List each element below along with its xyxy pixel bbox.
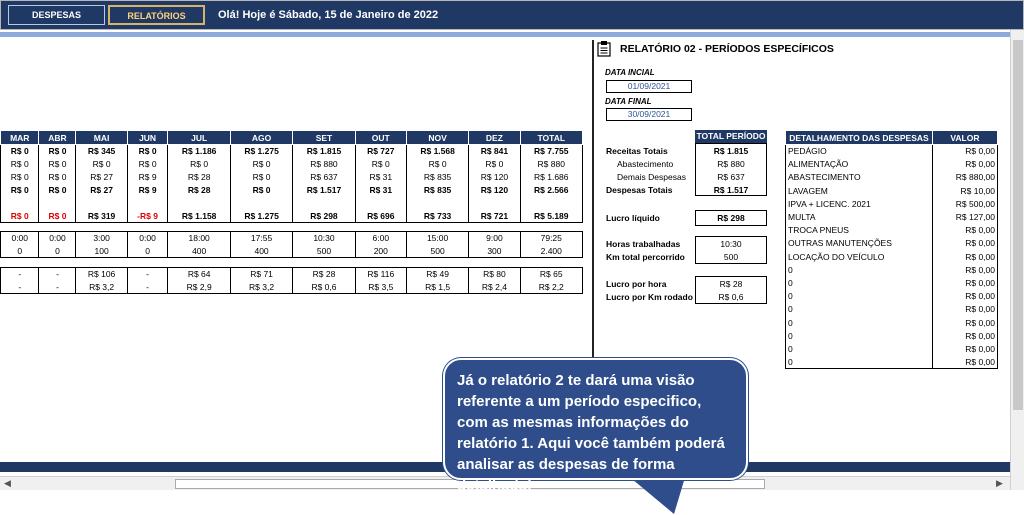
detail-value: R$ 0,00 xyxy=(932,329,997,342)
table-row xyxy=(1,232,583,245)
lucro-label: Lucro líquido xyxy=(606,213,660,223)
table-row xyxy=(1,158,583,171)
month-header: ABR xyxy=(39,131,76,145)
detail-header-name: DETALHAMENTO DAS DESPESAS xyxy=(786,131,933,145)
month-header: AGO xyxy=(230,131,292,145)
table-cell xyxy=(406,197,468,210)
detail-row xyxy=(786,276,998,289)
detail-row xyxy=(786,329,998,342)
table-cell: R$ 31 xyxy=(355,184,406,197)
table-row xyxy=(1,281,583,294)
detail-value: R$ 127,00 xyxy=(932,210,997,223)
demais-value: R$ 637 xyxy=(717,172,745,182)
table-cell: 100 xyxy=(76,245,127,258)
table-cell: 500 xyxy=(293,245,355,258)
despesas-label: Despesas Totais xyxy=(606,185,673,195)
table-cell: - xyxy=(127,268,168,281)
spacer-row xyxy=(1,223,583,232)
table-cell: - xyxy=(1,268,39,281)
detail-value: R$ 0,00 xyxy=(932,250,997,263)
vertical-scrollbar[interactable] xyxy=(1010,30,1024,490)
table-cell: R$ 1.568 xyxy=(406,145,468,158)
table-cell: 3:00 xyxy=(76,232,127,245)
table-cell: R$ 0 xyxy=(1,145,39,158)
greeting-text: Olá! Hoje é Sábado, 15 de Janeiro de 2022 xyxy=(218,9,439,21)
lph-label: Lucro por hora xyxy=(606,279,667,289)
detail-name: LAVAGEM xyxy=(786,184,933,197)
table-cell: R$ 9 xyxy=(127,184,168,197)
table-cell xyxy=(293,197,355,210)
expense-detail-table xyxy=(785,130,998,369)
table-cell xyxy=(39,197,76,210)
detail-name: PEDÁGIO xyxy=(786,145,933,158)
table-cell: R$ 0 xyxy=(127,145,168,158)
table-cell: 0 xyxy=(39,245,76,258)
table-row xyxy=(1,197,583,210)
table-cell: R$ 7.755 xyxy=(520,145,582,158)
table-cell: R$ 0 xyxy=(39,171,76,184)
table-cell: R$ 116 xyxy=(355,268,406,281)
table-cell: R$ 696 xyxy=(355,210,406,223)
table-cell: R$ 1.686 xyxy=(520,171,582,184)
detail-value: R$ 10,00 xyxy=(932,184,997,197)
table-cell: -R$ 9 xyxy=(127,210,168,223)
demais-label: Demais Despesas xyxy=(617,172,686,182)
table-cell: 0 xyxy=(127,245,168,258)
table-cell: R$ 120 xyxy=(469,171,520,184)
horas-value: 10:30 xyxy=(720,239,742,249)
detail-name: 0 xyxy=(786,342,933,355)
table-cell: R$ 835 xyxy=(406,184,468,197)
table-cell: R$ 1.517 xyxy=(293,184,355,197)
report-title: RELATÓRIO 02 - PERÍODOS ESPECÍFICOS xyxy=(620,43,834,55)
callout-bubble: Já o relatório 2 te dará uma visão referente a um período especifico, com as mesmas informações do relatório 1. Aqui você também poderá analisar as despesas de forma detalhada! xyxy=(443,358,748,480)
lucro-value: R$ 298 xyxy=(717,213,745,223)
detail-name: 0 xyxy=(786,263,933,276)
month-header: DEZ xyxy=(469,131,520,145)
detail-name: ALIMENTAÇÃO xyxy=(786,158,933,171)
table-cell: R$ 1,5 xyxy=(406,281,468,294)
table-cell: 0:00 xyxy=(39,232,76,245)
table-cell xyxy=(520,197,582,210)
detail-name: MULTA xyxy=(786,210,933,223)
table-cell: R$ 1.158 xyxy=(168,210,230,223)
top-bar xyxy=(0,0,1024,30)
abast-value: R$ 880 xyxy=(717,159,745,169)
table-cell xyxy=(1,197,39,210)
table-cell: R$ 2,9 xyxy=(168,281,230,294)
detail-value: R$ 0,00 xyxy=(932,356,997,369)
monthly-table xyxy=(0,130,583,294)
table-cell: R$ 2,2 xyxy=(520,281,582,294)
detail-name: 0 xyxy=(786,356,933,369)
date-end-input[interactable]: 30/09/2021 xyxy=(606,108,692,121)
detail-value: R$ 0,00 xyxy=(932,145,997,158)
table-cell: R$ 841 xyxy=(469,145,520,158)
detail-row xyxy=(786,237,998,250)
table-cell: R$ 880 xyxy=(520,158,582,171)
table-cell: R$ 80 xyxy=(469,268,520,281)
table-cell: R$ 27 xyxy=(76,171,127,184)
detail-name: 0 xyxy=(786,316,933,329)
table-cell: 0:00 xyxy=(127,232,168,245)
lpk-label: Lucro por Km rodado xyxy=(606,292,693,302)
detail-name: LOCAÇÃO DO VEÍCULO xyxy=(786,250,933,263)
horas-label: Horas trabalhadas xyxy=(606,239,681,249)
detail-value: R$ 0,00 xyxy=(932,303,997,316)
table-cell: R$ 0 xyxy=(406,158,468,171)
month-header: NOV xyxy=(406,131,468,145)
table-cell: R$ 319 xyxy=(76,210,127,223)
table-cell: R$ 0 xyxy=(127,158,168,171)
table-cell: R$ 0,6 xyxy=(293,281,355,294)
table-cell: R$ 71 xyxy=(230,268,292,281)
table-cell: R$ 0 xyxy=(469,158,520,171)
table-cell: R$ 727 xyxy=(355,145,406,158)
spacer-row xyxy=(1,258,583,268)
table-cell: 9:00 xyxy=(469,232,520,245)
table-cell: R$ 0 xyxy=(230,158,292,171)
table-cell: R$ 3,2 xyxy=(76,281,127,294)
table-cell: R$ 835 xyxy=(406,171,468,184)
detail-value: R$ 500,00 xyxy=(932,197,997,210)
date-start-input[interactable]: 01/09/2021 xyxy=(606,80,692,93)
month-header: JUN xyxy=(127,131,168,145)
lph-value: R$ 28 xyxy=(719,279,743,289)
table-cell: 15:00 xyxy=(406,232,468,245)
table-cell: R$ 1.186 xyxy=(168,145,230,158)
detail-row xyxy=(786,197,998,210)
table-cell: 400 xyxy=(230,245,292,258)
detail-value: R$ 0,00 xyxy=(932,342,997,355)
table-row xyxy=(1,210,583,223)
table-cell: 500 xyxy=(406,245,468,258)
table-cell: 17:55 xyxy=(230,232,292,245)
table-cell: R$ 3,5 xyxy=(355,281,406,294)
despesas-value: R$ 1.517 xyxy=(713,185,749,195)
table-cell: R$ 120 xyxy=(469,184,520,197)
month-header: MAI xyxy=(76,131,127,145)
table-cell: R$ 0 xyxy=(1,171,39,184)
detail-row xyxy=(786,158,998,171)
km-value: 500 xyxy=(723,252,739,262)
table-cell: R$ 27 xyxy=(76,184,127,197)
table-cell: 400 xyxy=(168,245,230,258)
table-cell: R$ 9 xyxy=(127,171,168,184)
table-cell: R$ 637 xyxy=(293,171,355,184)
detail-name: OUTRAS MANUTENÇÕES xyxy=(786,237,933,250)
detail-name: 0 xyxy=(786,276,933,289)
detail-value: R$ 0,00 xyxy=(932,224,997,237)
table-cell: R$ 0 xyxy=(230,171,292,184)
table-cell: 6:00 xyxy=(355,232,406,245)
table-cell: 18:00 xyxy=(168,232,230,245)
vertical-scroll-thumb[interactable] xyxy=(1013,40,1023,410)
table-row xyxy=(1,184,583,197)
table-row xyxy=(1,245,583,258)
table-cell: - xyxy=(1,281,39,294)
table-cell: 200 xyxy=(355,245,406,258)
table-cell xyxy=(127,197,168,210)
table-cell: - xyxy=(39,281,76,294)
detail-row xyxy=(786,145,998,158)
table-cell: R$ 0 xyxy=(76,158,127,171)
table-cell: 0:00 xyxy=(1,232,39,245)
table-row xyxy=(1,268,583,281)
table-cell: R$ 0 xyxy=(1,210,39,223)
scroll-left-icon[interactable]: ◀ xyxy=(4,478,11,488)
table-cell: R$ 1.815 xyxy=(293,145,355,158)
detail-row xyxy=(786,263,998,276)
table-cell: R$ 1.275 xyxy=(230,210,292,223)
detail-value: R$ 0,00 xyxy=(932,263,997,276)
table-cell: R$ 345 xyxy=(76,145,127,158)
detail-value: R$ 0,00 xyxy=(932,276,997,289)
detail-row xyxy=(786,303,998,316)
table-row xyxy=(1,145,583,158)
table-cell: R$ 5.189 xyxy=(520,210,582,223)
table-cell: 0 xyxy=(1,245,39,258)
detail-value: R$ 0,00 xyxy=(932,237,997,250)
clipboard-icon xyxy=(597,40,611,57)
table-cell xyxy=(469,197,520,210)
receitas-value: R$ 1.815 xyxy=(713,146,749,156)
total-period-header: TOTAL PERÍODO xyxy=(696,131,766,141)
month-header: TOTAL xyxy=(520,131,582,145)
table-cell: 2.400 xyxy=(520,245,582,258)
detail-row xyxy=(786,342,998,355)
table-cell: R$ 28 xyxy=(293,268,355,281)
abast-label: Abastecimento xyxy=(617,159,674,169)
table-cell: R$ 0 xyxy=(39,184,76,197)
table-cell: - xyxy=(127,281,168,294)
table-cell: R$ 298 xyxy=(293,210,355,223)
table-cell: - xyxy=(39,268,76,281)
detail-row xyxy=(786,184,998,197)
top-stripe xyxy=(0,32,1010,37)
table-cell: R$ 2,4 xyxy=(469,281,520,294)
detail-value: R$ 880,00 xyxy=(932,171,997,184)
table-cell xyxy=(230,197,292,210)
detail-name: 0 xyxy=(786,303,933,316)
table-cell: R$ 0 xyxy=(355,158,406,171)
table-cell: R$ 3,2 xyxy=(230,281,292,294)
month-header: OUT xyxy=(355,131,406,145)
receitas-label: Receitas Totais xyxy=(606,146,668,156)
month-header: JUL xyxy=(168,131,230,145)
table-cell xyxy=(355,197,406,210)
detail-name: ABASTECIMENTO xyxy=(786,171,933,184)
detail-name: 0 xyxy=(786,329,933,342)
table-cell: R$ 28 xyxy=(168,184,230,197)
table-cell: R$ 106 xyxy=(76,268,127,281)
detail-header-value: VALOR xyxy=(932,131,997,145)
tab-relatorios[interactable]: RELATÓRIOS xyxy=(108,5,205,25)
table-cell: 79:25 xyxy=(520,232,582,245)
detail-name: TROCA PNEUS xyxy=(786,224,933,237)
detail-row xyxy=(786,224,998,237)
detail-row xyxy=(786,210,998,223)
detail-value: R$ 0,00 xyxy=(932,290,997,303)
table-cell: R$ 64 xyxy=(168,268,230,281)
table-cell: R$ 0 xyxy=(39,210,76,223)
detail-name: IPVA + LICENC. 2021 xyxy=(786,197,933,210)
detail-row xyxy=(786,316,998,329)
table-cell: R$ 721 xyxy=(469,210,520,223)
table-cell xyxy=(76,197,127,210)
table-cell: R$ 880 xyxy=(293,158,355,171)
table-cell: R$ 0 xyxy=(168,158,230,171)
table-cell: R$ 0 xyxy=(39,158,76,171)
table-cell: R$ 49 xyxy=(406,268,468,281)
table-cell: R$ 2.566 xyxy=(520,184,582,197)
table-cell: R$ 0 xyxy=(39,145,76,158)
tab-despesas[interactable]: DESPESAS xyxy=(8,5,105,25)
table-cell: R$ 0 xyxy=(230,184,292,197)
detail-row xyxy=(786,290,998,303)
month-header: SET xyxy=(293,131,355,145)
table-cell: R$ 1.275 xyxy=(230,145,292,158)
month-header: MAR xyxy=(1,131,39,145)
table-cell: R$ 31 xyxy=(355,171,406,184)
table-cell: 300 xyxy=(469,245,520,258)
detail-row xyxy=(786,356,998,369)
date-end-label: DATA FINAL xyxy=(605,97,652,106)
table-cell: R$ 0 xyxy=(1,184,39,197)
detail-value: R$ 0,00 xyxy=(932,316,997,329)
table-cell: 10:30 xyxy=(293,232,355,245)
lpk-value: R$ 0,6 xyxy=(718,292,744,302)
table-cell: R$ 28 xyxy=(168,171,230,184)
detail-name: 0 xyxy=(786,290,933,303)
scroll-right-icon[interactable]: ▶ xyxy=(996,478,1003,488)
detail-row xyxy=(786,250,998,263)
date-start-label: DATA INCIAL xyxy=(605,68,655,77)
km-label: Km total percorrido xyxy=(606,252,685,262)
table-cell: R$ 65 xyxy=(520,268,582,281)
table-cell xyxy=(168,197,230,210)
detail-value: R$ 0,00 xyxy=(932,158,997,171)
table-row xyxy=(1,171,583,184)
table-cell: R$ 0 xyxy=(1,158,39,171)
detail-row xyxy=(786,171,998,184)
table-cell: R$ 733 xyxy=(406,210,468,223)
